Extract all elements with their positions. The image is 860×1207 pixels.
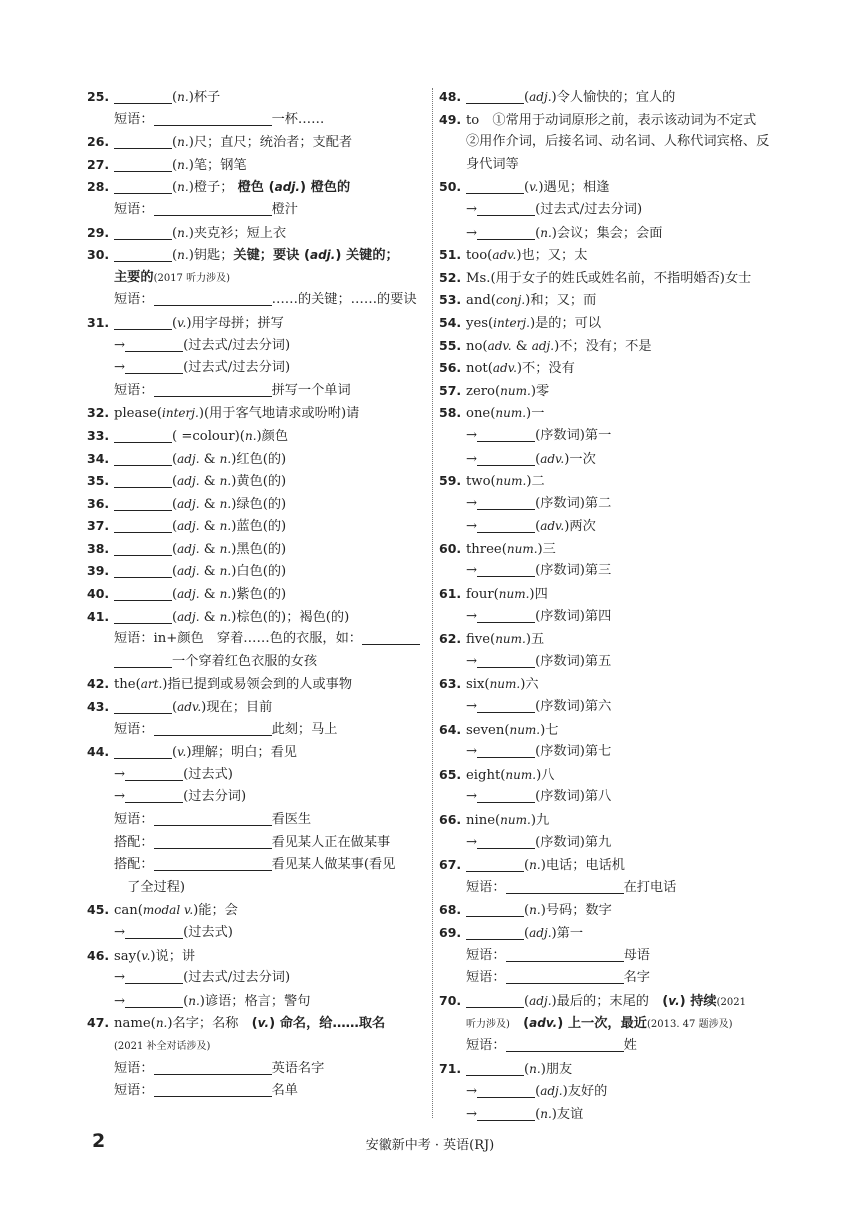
- answer-blank[interactable]: [477, 608, 535, 623]
- entry-number: 68.: [439, 902, 462, 918]
- vocab-subline: (2021 补全对话涉及): [114, 1040, 211, 1052]
- vocab-entry: 62. five(num.)五: [439, 628, 779, 651]
- entry-number: 36.: [87, 495, 110, 511]
- vocab-entry: 38. (adj. & n.)黑色(的): [87, 538, 427, 561]
- entry-number: 31.: [87, 314, 110, 330]
- entry-number: 29.: [87, 224, 110, 240]
- vocab-entry: 40. (adj. & n.)紫色(的): [87, 583, 427, 606]
- vocab-entry: 32. please(interj.)(用于客气地请求或吩咐)请: [87, 402, 427, 425]
- vocab-entry: 28. (n.)橙子； 橙色 (adj.) 橙色的: [87, 176, 427, 199]
- vocab-subline: 短语： 一杯……: [114, 111, 325, 127]
- vocab-entry: 52. Ms.(用于女子的姓氏或姓名前，不指明婚否)女士: [439, 267, 779, 290]
- vocab-subline: 短语： 母语: [466, 947, 650, 963]
- entry-number: 42.: [87, 676, 110, 692]
- entry-number: 53.: [439, 292, 462, 308]
- left-column: [87, 86, 427, 1103]
- answer-blank[interactable]: [362, 630, 420, 645]
- vocab-subline: 短语： 在打电话: [466, 879, 677, 895]
- answer-blank[interactable]: [114, 496, 172, 511]
- answer-blank[interactable]: [477, 743, 535, 758]
- vocab-subline: 短语： 拼写一个单词: [114, 382, 351, 398]
- answer-blank[interactable]: [477, 427, 535, 442]
- entry-number: 27.: [87, 156, 110, 172]
- answer-blank[interactable]: [154, 291, 272, 306]
- answer-blank[interactable]: [114, 586, 172, 601]
- vocab-entry: 41. (adj. & n.)棕色(的)；褐色(的): [87, 606, 427, 629]
- footer-title: 安徽新中考 · 英语(RJ): [365, 1138, 495, 1153]
- entry-number: 37.: [87, 518, 110, 534]
- vocab-subline: 短语： ……的关键；……的要诀: [114, 292, 417, 308]
- answer-blank[interactable]: [477, 698, 535, 713]
- answer-blank[interactable]: [114, 653, 172, 668]
- vocab-entry: 29. (n.)夹克衫；短上衣: [87, 222, 427, 245]
- entry-number: 63.: [439, 676, 462, 692]
- vocab-entry: 68. (n.)号码；数字: [439, 899, 779, 922]
- answer-blank[interactable]: [154, 721, 272, 736]
- vocab-subline: 身代词等: [466, 156, 519, 172]
- entry-number: 33.: [87, 427, 110, 443]
- answer-blank[interactable]: [477, 562, 535, 577]
- vocab-entry: 53. and(conj.)和；又；而: [439, 289, 779, 312]
- vocab-entry: 42. the(art.)指已提到或易领会到的人或事物: [87, 673, 427, 696]
- entry-number: 62.: [439, 631, 462, 647]
- answer-blank[interactable]: [506, 947, 624, 962]
- vocab-entry: 31. (v.)用字母拼；拼写: [87, 312, 427, 335]
- vocab-entry: 58. one(num.)一: [439, 402, 779, 425]
- answer-blank[interactable]: [114, 179, 172, 194]
- entry-number: 34.: [87, 450, 110, 466]
- vocab-entry: 35. (adj. & n.)黄色(的): [87, 470, 427, 493]
- vocab-subline: 搭配： 看见某人正在做某事: [114, 834, 391, 850]
- answer-blank[interactable]: [114, 609, 172, 624]
- answer-blank[interactable]: [477, 834, 535, 849]
- entry-number: 26.: [87, 134, 110, 150]
- answer-blank[interactable]: [477, 495, 535, 510]
- answer-blank[interactable]: [477, 1106, 535, 1121]
- answer-blank[interactable]: [506, 969, 624, 984]
- vocab-subline: → (过去式): [114, 766, 233, 782]
- vocab-entry: 59. two(num.)二: [439, 470, 779, 493]
- answer-blank[interactable]: [114, 473, 172, 488]
- answer-blank[interactable]: [125, 337, 183, 352]
- vocab-entry: 33. ( =colour)(n.)颜色: [87, 425, 427, 448]
- vocab-entry: 63. six(num.)六: [439, 673, 779, 696]
- answer-blank[interactable]: [154, 1060, 272, 1075]
- entry-number: 59.: [439, 473, 462, 489]
- answer-blank[interactable]: [154, 811, 272, 826]
- vocab-subline: → (过去式/过去分词): [466, 201, 643, 217]
- entry-number: 38.: [87, 540, 110, 556]
- entry-number: 35.: [87, 473, 110, 489]
- vocab-entry: 43. (adv.)现在；目前: [87, 696, 427, 719]
- vocab-subline: → (序数词)第五: [466, 653, 612, 669]
- vocab-entry: 36. (adj. & n.)绿色(的): [87, 493, 427, 516]
- vocab-subline: → (序数词)第九: [466, 834, 612, 850]
- vocab-entry: 47. name(n.)名字；名称 (v.) 命名，给……取名: [87, 1012, 427, 1035]
- vocab-entry: 65. eight(num.)八: [439, 764, 779, 787]
- answer-blank[interactable]: [466, 902, 524, 917]
- entry-number: 55.: [439, 337, 462, 353]
- entry-number: 52.: [439, 269, 462, 285]
- answer-blank[interactable]: [477, 788, 535, 803]
- vocab-entry: 48. (adj.)令人愉快的；宜人的: [439, 86, 779, 109]
- entry-number: 25.: [87, 89, 110, 104]
- vocab-subline: ②用作介词，后接名词、动名词、人称代词宾格、反: [466, 134, 770, 150]
- answer-blank[interactable]: [114, 428, 172, 443]
- vocab-entry: 37. (adj. & n.)蓝色(的): [87, 515, 427, 538]
- vocab-subline: → (序数词)第六: [466, 699, 612, 715]
- entry-number: 61.: [439, 586, 462, 602]
- vocab-subline: → (序数词)第七: [466, 744, 612, 760]
- vocab-entry: 57. zero(num.)零: [439, 380, 779, 403]
- answer-blank[interactable]: [114, 563, 172, 578]
- entry-number: 65.: [439, 766, 462, 782]
- vocab-entry: 64. seven(num.)七: [439, 719, 779, 742]
- vocab-subline: → (adv.)两次: [466, 519, 596, 535]
- answer-blank[interactable]: [114, 699, 172, 714]
- answer-blank[interactable]: [466, 857, 524, 872]
- vocab-subline: 听力涉及) (adv.) 上一次，最近(2013. 47 题涉及): [466, 1016, 733, 1032]
- entry-number: 66.: [439, 812, 462, 827]
- vocab-subline: 短语： 名字: [466, 970, 650, 986]
- answer-blank[interactable]: [114, 315, 172, 330]
- answer-blank[interactable]: [477, 451, 535, 466]
- vocab-entry: 60. three(num.)三: [439, 538, 779, 561]
- vocab-subline: 短语： 橙汁: [114, 201, 298, 217]
- answer-blank[interactable]: [125, 359, 183, 374]
- entry-number: 50.: [439, 179, 462, 195]
- answer-blank[interactable]: [114, 134, 172, 149]
- vocab-entry: 49. to ①常用于动词原形之前，表示该动词为不定式: [439, 109, 779, 132]
- entry-number: 60.: [439, 540, 462, 556]
- vocab-subline: → (n.)会议；集会；会面: [466, 225, 663, 241]
- answer-blank[interactable]: [506, 879, 624, 894]
- vocab-entry: 71. (n.)朋友: [439, 1058, 779, 1081]
- vocab-entry: 27. (n.)笔；钢笔: [87, 154, 427, 177]
- entry-number: 69.: [439, 924, 462, 940]
- answer-blank[interactable]: [125, 969, 183, 984]
- answer-blank[interactable]: [154, 834, 272, 849]
- entry-number: 45.: [87, 902, 110, 918]
- vocab-subline: → (adj.)友好的: [466, 1084, 608, 1100]
- entry-number: 51.: [439, 247, 462, 263]
- entry-number: 30.: [87, 247, 110, 263]
- right-column: [439, 86, 779, 1125]
- entry-number: 64.: [439, 721, 462, 737]
- answer-blank[interactable]: [477, 653, 535, 668]
- vocab-subline: → (序数词)第八: [466, 789, 612, 805]
- vocab-entry: 56. not(adv.)不；没有: [439, 357, 779, 380]
- page-number: 2: [92, 1130, 106, 1152]
- answer-blank[interactable]: [154, 201, 272, 216]
- vocab-subline: 主要的(2017 听力涉及): [114, 269, 230, 285]
- entry-number: 40.: [87, 586, 110, 602]
- answer-blank[interactable]: [125, 993, 183, 1008]
- entry-number: 71.: [439, 1060, 462, 1076]
- entry-number: 58.: [439, 405, 462, 421]
- vocab-entry: 34. (adj. & n.)红色(的): [87, 448, 427, 471]
- answer-blank[interactable]: [125, 766, 183, 781]
- vocab-subline: → (序数词)第三: [466, 563, 612, 579]
- vocab-entry: 66. nine(num.)九: [439, 809, 779, 832]
- entry-number: 70.: [439, 992, 462, 1008]
- vocab-subline: → (序数词)第四: [466, 608, 612, 624]
- vocab-subline: → (序数词)第一: [466, 427, 612, 443]
- vocab-entry: 39. (adj. & n.)白色(的): [87, 560, 427, 583]
- vocab-subline: → (序数词)第二: [466, 495, 612, 511]
- vocab-subline: 搭配： 看见某人做某事(看见: [114, 857, 396, 873]
- vocab-entry: 51. too(adv.)也；又；太: [439, 244, 779, 267]
- vocab-subline: 短语： 此刻；马上: [114, 721, 338, 737]
- entry-number: 48.: [439, 89, 462, 104]
- vocab-entry: 67. (n.)电话；电话机: [439, 854, 779, 877]
- vocab-subline: → (过去分词): [114, 789, 247, 805]
- vocab-entry: 69. (adj.)第一: [439, 922, 779, 945]
- answer-blank[interactable]: [477, 1083, 535, 1098]
- answer-blank[interactable]: [477, 201, 535, 216]
- answer-blank[interactable]: [466, 89, 524, 104]
- entry-number: 28.: [87, 179, 110, 195]
- answer-blank[interactable]: [154, 1082, 272, 1097]
- vocab-entry: 30. (n.)钥匙；关键；要诀 (adj.) 关键的；: [87, 244, 427, 267]
- vocab-subline: 短语： 看医生: [114, 812, 312, 827]
- answer-blank[interactable]: [477, 225, 535, 240]
- answer-blank[interactable]: [506, 1037, 624, 1052]
- answer-blank[interactable]: [466, 179, 524, 194]
- answer-blank[interactable]: [114, 89, 172, 104]
- vocab-subline: 短语：in+颜色 穿着……色的衣服，如：: [87, 628, 427, 651]
- vocab-subline: 一个穿着红色衣服的女孩: [87, 651, 427, 674]
- answer-blank[interactable]: [125, 924, 183, 939]
- answer-blank[interactable]: [154, 856, 272, 871]
- vocab-subline: → (过去式/过去分词): [114, 970, 291, 986]
- vocab-entry: 44. (v.)理解；明白；看见: [87, 741, 427, 764]
- answer-blank[interactable]: [114, 541, 172, 556]
- answer-blank[interactable]: [114, 518, 172, 533]
- answer-blank[interactable]: [477, 518, 535, 533]
- vocab-entry: 50. (v.)遇见；相逢: [439, 176, 779, 199]
- vocab-subline: 短语： 名单: [114, 1083, 298, 1099]
- entry-number: 44.: [87, 744, 110, 760]
- answer-blank[interactable]: [114, 247, 172, 262]
- entry-number: 47.: [87, 1015, 110, 1031]
- entry-number: 67.: [439, 857, 462, 873]
- entry-number: 46.: [87, 947, 110, 963]
- answer-blank[interactable]: [466, 993, 524, 1008]
- vocab-entry: 70. (adj.)最后的；末尾的 (v.) 持续(2021: [439, 990, 779, 1013]
- vocab-subline: → (过去式): [114, 924, 233, 940]
- answer-blank[interactable]: [154, 382, 272, 397]
- vocab-subline: 了全过程): [114, 879, 186, 895]
- vocab-entry: 55. no(adv. & adj.)不；没有；不是: [439, 335, 779, 358]
- entry-number: 32.: [87, 405, 110, 421]
- entry-number: 39.: [87, 563, 110, 579]
- vocab-entry: 54. yes(interj.)是的；可以: [439, 312, 779, 335]
- vocab-entry: 25. (n.)杯子: [87, 86, 427, 109]
- vocab-subline: → (过去式/过去分词): [114, 337, 291, 353]
- vocab-entry: 46. say(v.)说；讲: [87, 945, 427, 968]
- answer-blank[interactable]: [466, 925, 524, 940]
- entry-number: 56.: [439, 360, 462, 376]
- vocab-subline: → (adv.)一次: [466, 451, 596, 467]
- vocab-subline: → (过去式/过去分词): [114, 360, 291, 376]
- entry-number: 49.: [439, 111, 462, 127]
- entry-number: 41.: [87, 608, 110, 624]
- answer-blank[interactable]: [114, 451, 172, 466]
- column-divider: [432, 88, 433, 1118]
- vocab-subline: → (n.)友谊: [466, 1106, 584, 1122]
- entry-number: 54.: [439, 314, 462, 330]
- vocab-entry: 61. four(num.)四: [439, 583, 779, 606]
- answer-blank[interactable]: [114, 157, 172, 172]
- vocab-entry: 26. (n.)尺；直尺；统治者；支配者: [87, 131, 427, 154]
- vocab-entry: 45. can(modal v.)能；会: [87, 899, 427, 922]
- answer-blank[interactable]: [114, 225, 172, 240]
- entry-number: 57.: [439, 382, 462, 398]
- answer-blank[interactable]: [114, 744, 172, 759]
- answer-blank[interactable]: [154, 111, 272, 126]
- vocab-subline: 短语： 英语名字: [114, 1060, 325, 1076]
- vocab-subline: 短语： 姓: [466, 1037, 637, 1053]
- vocab-subline: → (n.)谚语；格言；警句: [114, 993, 311, 1009]
- entry-number: 43.: [87, 699, 110, 715]
- answer-blank[interactable]: [125, 788, 183, 803]
- answer-blank[interactable]: [466, 1061, 524, 1076]
